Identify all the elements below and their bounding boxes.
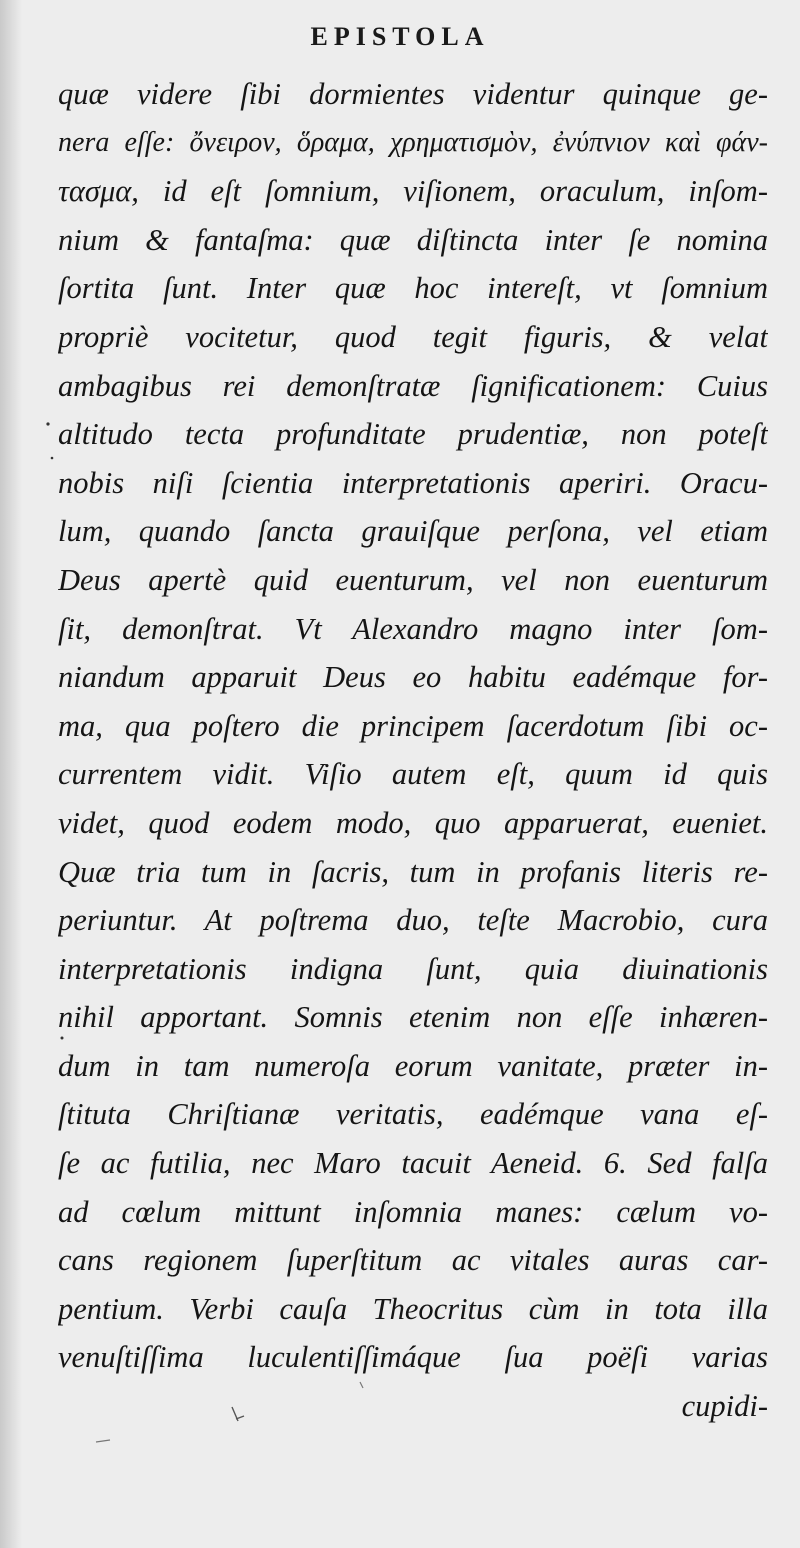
text-line: ma, qua poſtero die principem ſacerdotum ſibi oc-	[58, 708, 768, 743]
text-line: ſe ac futilia, nec Maro tacuit Aeneid. 6. Sed falſa	[58, 1146, 768, 1181]
text-line: lum, quando ſancta grauiſque perſona, vel etiam	[58, 514, 768, 549]
text-line: nihil apportant. Somnis etenim non eſſe inhæren-	[58, 1000, 768, 1035]
text-line: nobis niſi ſcientia interpretationis aperiri. Oracu-	[58, 465, 768, 500]
text-line: dum in tam numeroſa eorum vanitate, præter in-	[58, 1048, 768, 1083]
catchword: cupidi-	[681, 1389, 768, 1424]
text-line: currentem vidit. Viſio autem eſt, quum id quis	[58, 757, 768, 792]
text-line: ſortita ſunt. Inter quæ hoc intereſt, vt ſomnium	[58, 271, 768, 306]
text-line: interpretationis indigna ſunt, quia diuinationis	[58, 951, 768, 986]
page-gutter-shadow	[0, 0, 22, 1548]
text-line: ad cœlum mittunt inſomnia manes: cælum vo-	[58, 1194, 768, 1229]
text-line: quæ videre ſibi dormientes videntur quinque ge-	[58, 77, 768, 111]
text-line: nium & fantaſma: quæ diſtincta inter ſe nomina	[58, 222, 768, 257]
text-line: periuntur. At poſtrema duo, teſte Macrobio, cura	[58, 903, 768, 938]
text-line: venuſtiſſima luculentiſſimáque ſua poëſi varias	[58, 1340, 768, 1375]
text-line: videt, quod eodem modo, quo apparuerat, eueniet.	[58, 805, 768, 840]
text-line: ſtituta Chriſtianæ veritatis, eadémque vana eſ-	[58, 1097, 768, 1132]
text-line: niandum apparuit Deus eo habitu eadémque for-	[58, 660, 768, 695]
text-line: pentium. Verbi cauſa Theocritus cùm in tota illa	[58, 1291, 768, 1326]
text-line: altitudo tecta profunditate prudentiæ, non poteſt	[58, 417, 768, 452]
text-line: propriè vocitetur, quod tegit figuris, & velat	[58, 319, 768, 354]
text-line: cans regionem ſuperſtitum ac vitales auras car-	[58, 1243, 768, 1278]
text-line: Quæ tria tum in ſacris, tum in profanis literis re-	[58, 854, 768, 889]
text-line: ambagibus rei demonſtratæ ſignificationem: Cuius	[58, 368, 768, 403]
text-line: Deus apertè quid euenturum, vel non euenturum	[58, 562, 768, 597]
text-line: τασμα, id eſt ſomnium, viſionem, oraculum, inſom-	[58, 174, 768, 209]
running-head: EPISTOLA	[310, 22, 490, 51]
text-line: nera eſſe: ὄνειρον, ὅραμα, χρηματισμὸν, ἐνύπνιον καὶ φάν-	[58, 126, 768, 158]
text-line: ſit, demonſtrat. Vt Alexandro magno inter ſom-	[58, 611, 768, 646]
body-text	[58, 70, 768, 1431]
